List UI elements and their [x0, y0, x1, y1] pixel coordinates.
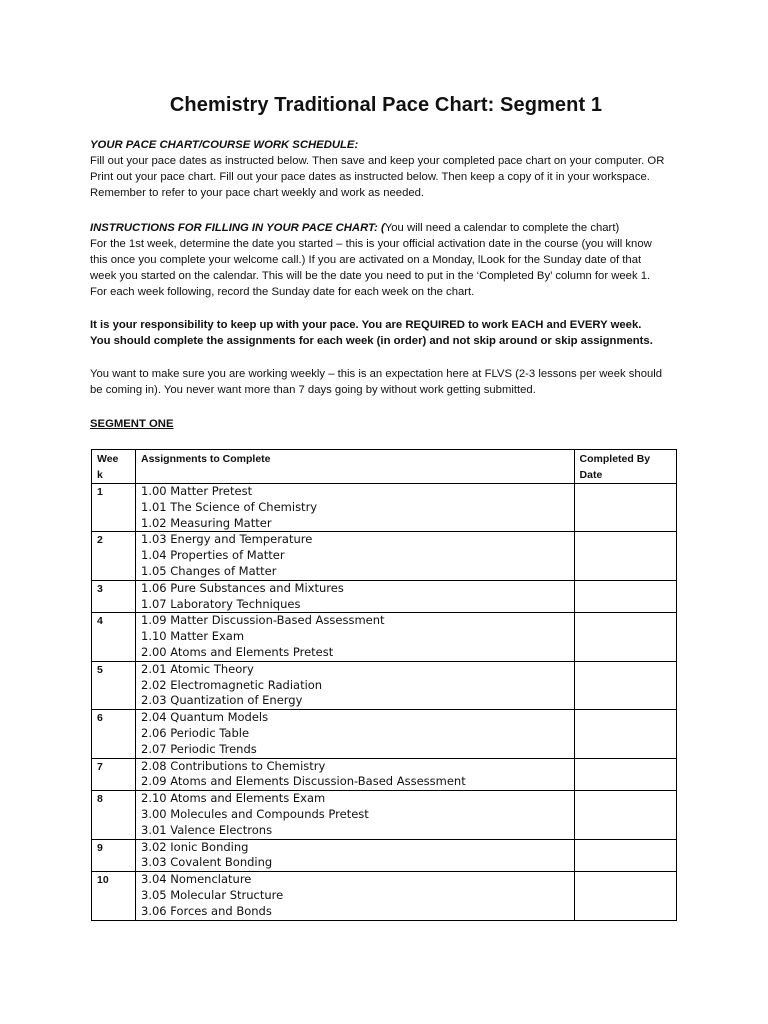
assignments-cell [136, 872, 575, 920]
instructions-line: week you started on the calendar. This will be the date you need to put in the ‘Completed By’ column for week 1. [90, 270, 651, 282]
completed-by-date-cell[interactable] [574, 710, 676, 758]
completed-by-date-cell[interactable] [574, 872, 676, 920]
schedule-section [90, 137, 690, 201]
assignments-header-text: Assignments to Complete [141, 453, 271, 465]
assignment-item: 2.00 Atoms and Elements Pretest [141, 644, 334, 659]
assignments-column-header [136, 450, 575, 484]
completed-by-date-cell[interactable] [574, 839, 676, 872]
assignments-cell [136, 613, 575, 661]
completed-by-date-cell[interactable] [574, 580, 676, 613]
table-row [92, 710, 677, 758]
assignment-item: 1.02 Measuring Matter [141, 515, 272, 530]
assignment-item: 1.10 Matter Exam [141, 629, 245, 644]
assignment-item: 3.00 Molecules and Compounds Pretest [141, 806, 369, 821]
table-row [92, 532, 677, 580]
completed-by-date-cell[interactable] [574, 613, 676, 661]
week-number: 4 [92, 613, 136, 661]
page-title: Chemistry Traditional Pace Chart: Segment 1 [169, 94, 603, 116]
week-number: 3 [92, 580, 136, 613]
instructions-section [90, 220, 690, 300]
assignment-item: 3.04 Nomenclature [141, 872, 252, 887]
completed-by-date-cell[interactable] [574, 791, 676, 839]
week-number: 6 [92, 710, 136, 758]
assignment-item: 3.05 Molecular Structure [141, 887, 284, 902]
instructions-heading-line [90, 220, 690, 236]
schedule-heading: YOUR PACE CHART/COURSE WORK SCHEDULE: [90, 139, 359, 151]
assignments-cell [136, 661, 575, 709]
schedule-line: Print out your pace chart. Fill out your pace dates as instructed below. Then keep a copy of it in your workspace. [90, 171, 650, 183]
assignments-cell [136, 758, 575, 791]
instructions-line: this once you complete your welcome call.) If you are activated on a Monday, lLook for the Sunday date of that [90, 254, 642, 266]
table-row [92, 758, 677, 791]
table-row [92, 580, 677, 613]
week-number: 2 [92, 532, 136, 580]
assignment-item: 2.10 Atoms and Elements Exam [141, 791, 326, 806]
completed-by-column-header [574, 450, 676, 484]
assignment-item: 1.07 Laboratory Techniques [141, 596, 301, 611]
assignment-item: 2.07 Periodic Trends [141, 741, 257, 756]
week-number: 5 [92, 661, 136, 709]
week-number: 7 [92, 758, 136, 791]
assignments-cell [136, 532, 575, 580]
table-row [92, 661, 677, 709]
assignment-item: 1.01 The Science of Chemistry [141, 499, 318, 514]
instructions-heading-tail: You will need a calendar to complete the chart) [384, 222, 620, 234]
assignment-item: 3.06 Forces and Bonds [141, 903, 272, 918]
completed-by-date-cell[interactable] [574, 758, 676, 791]
week-header-line: Wee [97, 453, 119, 465]
assignments-cell [136, 791, 575, 839]
responsibility-line: You should complete the assignments for each week (in order) and not skip around or skip assignments. [90, 335, 653, 347]
schedule-line: Remember to refer to your pace chart weekly and work as needed. [90, 187, 425, 199]
week-number: 10 [92, 872, 136, 920]
pace-table-body [92, 484, 677, 921]
week-number: 9 [92, 839, 136, 872]
assignments-cell [136, 839, 575, 872]
assignment-item: 2.03 Quantization of Energy [141, 693, 303, 708]
assignment-item: 2.09 Atoms and Elements Discussion-Based Assessment [141, 774, 466, 789]
assignment-item: 3.03 Covalent Bonding [141, 855, 273, 870]
assignment-item: 1.09 Matter Discussion-Based Assessment [141, 613, 385, 628]
assignment-item: 2.06 Periodic Table [141, 725, 250, 740]
assignments-cell [136, 484, 575, 532]
table-row [92, 791, 677, 839]
assignment-item: 2.04 Quantum Models [141, 710, 269, 725]
responsibility-section [90, 317, 690, 349]
table-row [92, 872, 677, 920]
assignment-item: 1.04 Properties of Matter [141, 548, 285, 563]
expectation-line: be coming in). You never want more than 7 days going by without work getting submitted. [90, 384, 536, 396]
expectation-line: You want to make sure you are working weekly – this is an expectation here at FLVS (2-3 lessons per week should [90, 368, 663, 380]
assignment-item: 1.06 Pure Substances and Mixtures [141, 580, 344, 595]
instructions-line: For the 1st week, determine the date you started – this is your official activation date in the course (you will know [90, 238, 652, 250]
assignment-item: 1.03 Energy and Temperature [141, 532, 313, 547]
date-header-line: Completed By [579, 453, 651, 465]
completed-by-date-cell[interactable] [574, 532, 676, 580]
segment-heading: SEGMENT ONE [90, 418, 174, 430]
assignments-cell [136, 580, 575, 613]
week-column-header [92, 450, 136, 484]
expectation-section [90, 366, 690, 398]
schedule-line: Fill out your pace dates as instructed below. Then save and keep your completed pace chart on your computer. OR [90, 155, 665, 167]
table-header-row [92, 450, 677, 484]
assignment-item: 2.08 Contributions to Chemistry [141, 758, 326, 773]
table-row [92, 839, 677, 872]
assignment-item: 1.00 Matter Pretest [141, 484, 253, 498]
assignment-item: 2.02 Electromagnetic Radiation [141, 677, 323, 692]
week-number: 8 [92, 791, 136, 839]
instructions-heading: INSTRUCTIONS FOR FILLING IN YOUR PACE CHART: ( [90, 222, 385, 234]
table-row [92, 613, 677, 661]
responsibility-line: It is your responsibility to keep up with your pace. You are REQUIRED to work EACH and EVERY week. [90, 319, 642, 331]
instructions-line: For each week following, record the Sunday date for each week on the chart. [90, 286, 475, 298]
pace-table [91, 449, 677, 921]
assignment-item: 3.02 Ionic Bonding [141, 839, 249, 854]
completed-by-date-cell[interactable] [574, 661, 676, 709]
assignment-item: 2.01 Atomic Theory [141, 661, 254, 676]
week-number: 1 [92, 484, 136, 532]
assignment-item: 3.01 Valence Electrons [141, 822, 273, 837]
assignments-cell [136, 710, 575, 758]
week-header-line: k [97, 469, 103, 481]
date-header-line: Date [579, 469, 603, 481]
assignment-item: 1.05 Changes of Matter [141, 563, 277, 578]
completed-by-date-cell[interactable] [574, 484, 676, 532]
table-row [92, 484, 677, 532]
